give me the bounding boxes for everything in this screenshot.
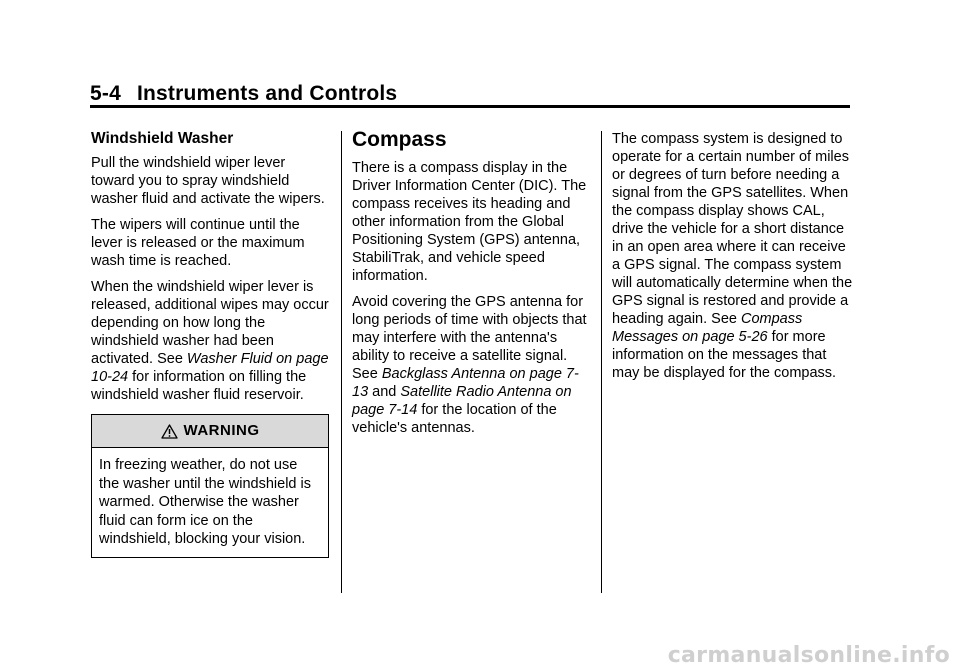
warning-triangle-icon [161,424,178,439]
compass-messages-link[interactable]: Compass Messages on page 5-26 [612,311,803,345]
section-number: 5-4 [90,82,121,105]
compass-p2-text-b: for the location of the vehicle's antennas. [352,402,557,436]
compass-p3-text-a: The compass system is designed to operate for a certain number of miles or degrees of turn before needing a signal from the GPS satellites. When the compass display shows CAL, drive the vehicle for a short distance in an open area where it can receive a GPS signal. The compass system will automatically determine when the GPS signal is restored and provide a heading again. See [612,131,853,327]
section-title: Instruments and Controls [136,82,398,105]
warning-text: In freezing weather, do not use the washer until the windshield is warmed. Otherwise the washer fluid can form ice on the windshield, blocking your vision. [99,457,311,547]
windshield-washer-heading: Windshield Washer [91,130,234,147]
page-header [90,82,397,106]
warning-header [92,415,328,448]
compass-paragraph-1: There is a compass display in the Driver Information Center (DIC). The compass receives its heading and other information from the Global Positioning System (GPS) antenna, StabiliTrak, and vehicle speed information. [352,160,587,284]
column-divider-2 [601,131,602,593]
warning-box [91,414,329,558]
compass-p3-text-b: for more information on the messages that may be displayed for the compass. [612,329,837,381]
washer-paragraph-1: Pull the windshield wiper lever toward you to spray windshield washer fluid and activate the wipers. [91,155,325,207]
compass-p2-text-a: Avoid covering the GPS antenna for long periods of time with objects that may interfere with the antenna's ability to receive a satellite signal. See [352,294,587,382]
compass-heading: Compass [352,128,447,151]
column-1 [91,130,331,558]
washer-paragraph-2: The wipers will continue until the lever is released or the maximum wash time is reached. [91,217,305,269]
compass-paragraph-2 [352,293,592,437]
watermark: carmanualsonline.info [667,643,950,668]
washer-p3-text-b: for information on filling the windshield washer fluid reservoir. [91,369,307,403]
washer-paragraph-3 [91,278,331,404]
column-2 [352,128,592,445]
compass-p2-and: and [368,384,401,400]
backglass-antenna-link[interactable]: Backglass Antenna on page 7-13 [352,366,579,400]
warning-label: WARNING [183,422,260,439]
washer-fluid-link[interactable]: Washer Fluid on page 10-24 [91,351,329,385]
column-3 [612,130,857,390]
washer-p3-text-a: When the windshield wiper lever is released, additional wipes may occur depending on how long the windshield washer had been activated. See [91,279,329,367]
header-rule [90,105,850,108]
compass-paragraph-3 [612,130,857,382]
column-divider-1 [341,131,342,593]
satellite-radio-antenna-link[interactable]: Satellite Radio Antenna on page 7-14 [352,384,572,418]
